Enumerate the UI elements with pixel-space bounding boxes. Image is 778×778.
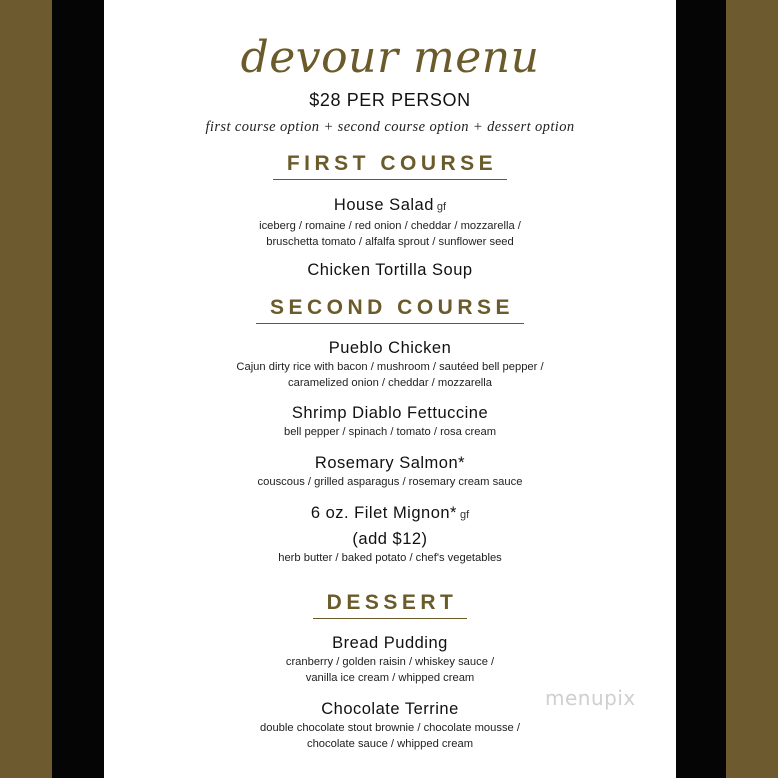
filet-mignon-name-line xyxy=(104,502,676,526)
house-salad-item xyxy=(104,194,676,250)
menu-price: $28 PER PERSON xyxy=(309,90,471,110)
bread-pudding-desc-1: cranberry / golden raisin / whiskey sauce / xyxy=(285,656,495,668)
menu-tagline: first course option + second course option + dessert option xyxy=(205,119,575,135)
house-salad-name: House Salad xyxy=(333,196,434,214)
menu-title: devour menu xyxy=(240,32,540,83)
pueblo-chicken-desc-1: Cajun dirty rice with bacon / mushroom / sautéed bell pepper / xyxy=(236,361,544,373)
bread-pudding-item xyxy=(104,632,676,686)
filet-mignon-name: 6 oz. Filet Mignon* xyxy=(310,504,457,522)
shrimp-diablo-name: Shrimp Diablo Fettuccine xyxy=(291,404,489,422)
menu-paper xyxy=(104,0,676,778)
tortilla-soup-item xyxy=(104,259,676,281)
filet-mignon-desc: herb butter / baked potato / chef's vegetables xyxy=(278,552,502,564)
pueblo-chicken-desc-2: caramelized onion / cheddar / mozzarella xyxy=(288,377,492,389)
tortilla-soup-name: Chicken Tortilla Soup xyxy=(307,261,473,279)
shrimp-diablo-desc: bell pepper / spinach / tomato / rosa cream xyxy=(283,426,497,438)
pueblo-chicken-item xyxy=(104,337,676,391)
chocolate-terrine-name: Chocolate Terrine xyxy=(321,700,459,718)
pueblo-chicken-name: Pueblo Chicken xyxy=(328,339,452,357)
filet-mignon-gf-tag: gf xyxy=(459,509,470,521)
house-salad-gf-tag: gf xyxy=(436,201,447,213)
menupix-watermark: menupix xyxy=(545,686,636,710)
dessert-heading: DESSERT xyxy=(313,591,468,619)
second-course-heading: SECOND COURSE xyxy=(256,296,524,324)
chocolate-terrine-desc-1: double chocolate stout brownie / chocolate mousse / xyxy=(260,722,520,734)
filet-mignon-item xyxy=(104,502,676,566)
bread-pudding-desc-2: vanilla ice cream / whipped cream xyxy=(305,672,475,684)
dessert-heading-wrap xyxy=(104,591,676,619)
house-salad-desc-2: bruschetta tomato / alfalfa sprout / sunflower seed xyxy=(266,236,514,248)
first-course-heading: FIRST COURSE xyxy=(273,152,507,180)
rosemary-salmon-item xyxy=(104,452,676,490)
house-salad-desc-1: iceberg / romaine / red onion / cheddar / mozzarella / xyxy=(259,220,521,232)
house-salad-name-line xyxy=(104,194,676,218)
rosemary-salmon-desc: couscous / grilled asparagus / rosemary cream sauce xyxy=(257,476,523,488)
rosemary-salmon-name: Rosemary Salmon* xyxy=(314,454,466,472)
bread-pudding-name: Bread Pudding xyxy=(332,634,448,652)
first-course-heading-wrap xyxy=(104,152,676,180)
right-black-border xyxy=(676,0,726,778)
filet-mignon-addon: (add $12) xyxy=(352,530,428,548)
chocolate-terrine-desc-2: chocolate sauce / whipped cream xyxy=(306,738,474,750)
left-black-border xyxy=(52,0,104,778)
second-course-heading-wrap xyxy=(104,296,676,324)
shrimp-diablo-item xyxy=(104,402,676,440)
